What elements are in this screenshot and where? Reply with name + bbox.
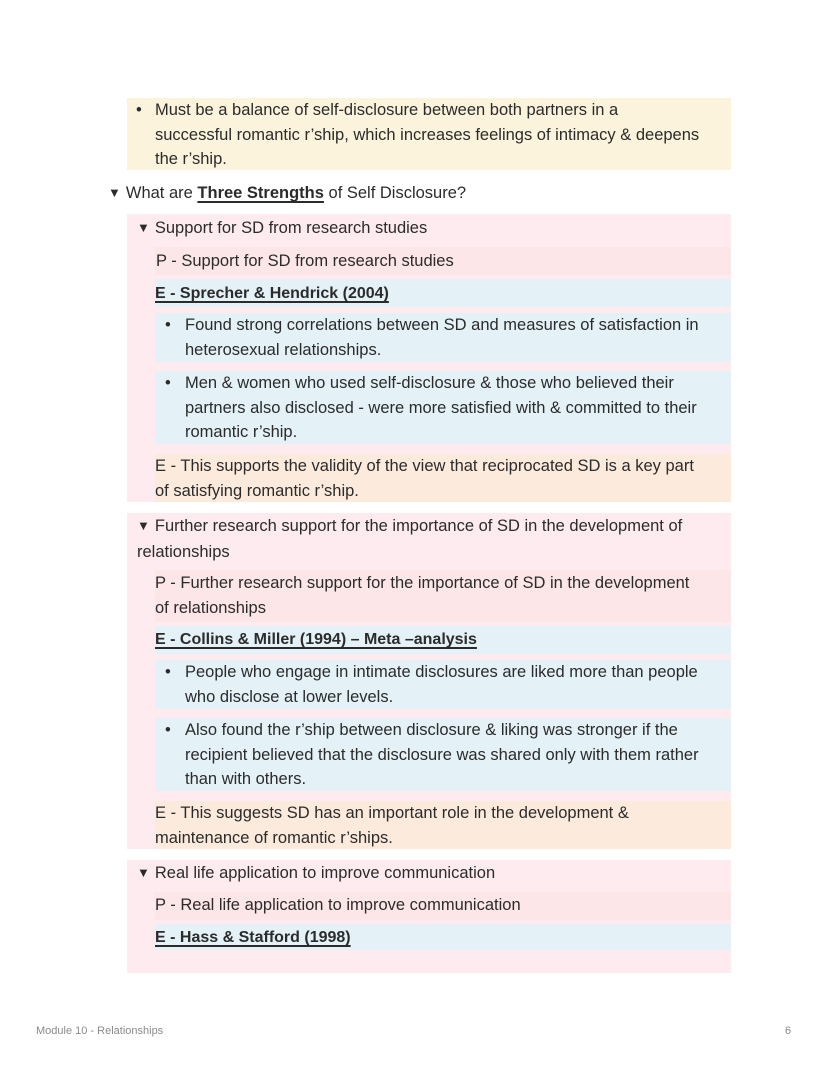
- line: E - This suggests SD has an important role in the development &: [155, 804, 629, 822]
- point-text: P - Support for SD from research studies: [156, 252, 454, 270]
- line: P - Further research support for the importance of SD in the development: [155, 574, 690, 592]
- evidence-title-row: [155, 626, 731, 654]
- explanation-row: [155, 801, 731, 849]
- line: who disclose at lower levels.: [185, 687, 394, 706]
- evidence-bullet: [155, 660, 731, 709]
- strengths-toggle[interactable]: [108, 181, 466, 207]
- line: than with others.: [185, 770, 307, 788]
- evidence-title: E - Sprecher & Hendrick (2004): [155, 285, 389, 302]
- line: E - This supports the validity of the view that reciprocated SD is a key part: [155, 457, 694, 475]
- point-row: [155, 570, 731, 622]
- evidence-bullet: [155, 371, 731, 444]
- evidence-title-row: [155, 924, 731, 950]
- line: People who engage in intimate disclosures are liked more than people: [185, 663, 698, 681]
- strength-title: Further research support for the importance of SD in the development of: [154, 517, 683, 535]
- evidence-bullet: [155, 313, 731, 362]
- toggle-triangle-icon[interactable]: ▼: [137, 518, 150, 533]
- line: Men & women who used self-disclosure & those who believed their: [185, 374, 674, 392]
- strength-toggle-1[interactable]: [137, 216, 427, 242]
- line: heterosexual relationships.: [185, 340, 382, 359]
- point-text: P - Real life application to improve communication: [155, 896, 521, 914]
- line: Found strong correlations between SD and measures of satisfaction in: [185, 316, 699, 334]
- bullet-icon: •: [165, 721, 171, 739]
- line: romantic r’ship.: [185, 423, 298, 441]
- evidence-title: E - Collins & Miller (1994) – Meta –analysis: [155, 631, 477, 648]
- line: the r’ship.: [155, 150, 227, 168]
- line: partners also disclosed - were more satisfied with & committed to their: [185, 398, 697, 417]
- line: maintenance of romantic r’ships.: [155, 828, 393, 847]
- footer-page-number: 6: [785, 1025, 792, 1037]
- line: Also found the r’ship between disclosure & liking was stronger if the: [185, 721, 678, 739]
- line: of relationships: [155, 598, 266, 617]
- intro-callout: [127, 98, 731, 170]
- evidence-title: E - Hass & Stafford (1998): [155, 929, 351, 946]
- heading-prefix: What are: [125, 184, 198, 202]
- evidence-bullet: [155, 718, 731, 791]
- evidence-title-row: [155, 279, 731, 307]
- heading-emphasis: Three Strengths: [197, 184, 324, 202]
- footer-module-title: Module 10 - Relationships: [36, 1025, 164, 1037]
- bullet-icon: •: [165, 374, 171, 392]
- heading-suffix: of Self Disclosure?: [323, 184, 467, 202]
- bullet-icon: •: [165, 316, 171, 334]
- line: of satisfying romantic r’ship.: [155, 481, 359, 500]
- toggle-triangle-icon[interactable]: ▼: [108, 185, 121, 200]
- line: Must be a balance of self-disclosure between both partners in a: [155, 101, 619, 119]
- strength-card-2: [127, 513, 731, 849]
- point-row: [155, 892, 731, 920]
- strength-title: Real life application to improve communication: [154, 864, 496, 882]
- bullet-icon: •: [165, 663, 171, 681]
- strength-toggle-3[interactable]: [137, 861, 495, 887]
- strength-toggle-2[interactable]: [137, 514, 682, 564]
- point-row: [155, 247, 731, 275]
- bullet-icon: •: [136, 101, 142, 119]
- line: recipient believed that the disclosure was shared only with them rather: [185, 745, 699, 764]
- strength-card-3: [127, 860, 731, 973]
- toggle-triangle-icon[interactable]: ▼: [137, 865, 150, 880]
- explanation-row: [155, 454, 731, 502]
- strength-title-cont: relationships: [137, 542, 230, 561]
- line: successful romantic r’ship, which increases feelings of intimacy & deepens: [155, 125, 700, 144]
- strength-card-1: [127, 214, 731, 502]
- strength-title: Support for SD from research studies: [154, 219, 428, 237]
- toggle-triangle-icon[interactable]: ▼: [137, 220, 150, 235]
- intro-bullet: [136, 98, 723, 172]
